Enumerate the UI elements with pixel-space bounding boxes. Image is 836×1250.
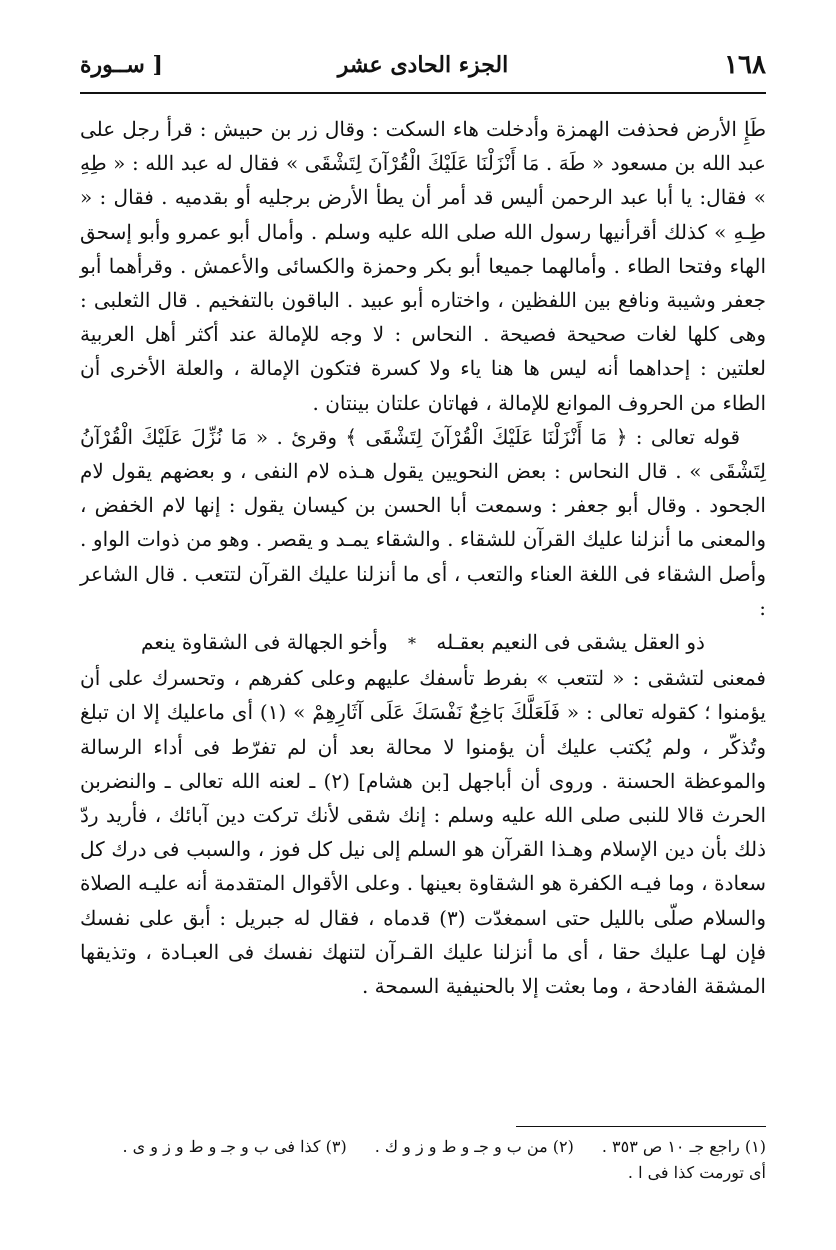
- paragraph-1: طَإِ الأرض فحذفت الهمزة وأدخلت هاء السكت : وقال زر بن حبيش : قرأ رجل على عبد الله بن مسعود « طَهَ . مَا أَنْزَلْنَا عَلَيْكَ الْقُرْآنَ لِتَشْقَى » فقال له عبد الله : « طِهِ » فقال: يا أبا عبد الرحمن أليس قد أمر أن يطأ الأرض برجليه أو بقدميه . فقال : « طِـهِ » كذلك أقرأنيها رسول الله صلى الله عليه وسلم . وأمال أبو عمرو وأبو إسحق الهاء وفتحا الطاء . وأمالهما جميعا أبو بكر وحمزة والكسائى والأعمش . وقرأهما أبو جعفر وشيبة ونافع بين اللفظين ، واختاره أبو عبيد . الباقون بالتفخيم . قال الثعلبى : وهى كلها لغات صحيحة فصيحة . النحاس : لا وجه للإمالة عند أكثر أهل العربية لعلتين : إحداهما أنه ليس ها هنا ياء ولا كسرة فتكون الإمالة ، والعلة الأخرى أن الطاء من الحروف الموانع للإمالة ، فهاتان علتان بينتان .: [80, 117, 766, 415]
- header-rule: [80, 92, 766, 94]
- running-title: الجزء الحادى عشر: [337, 52, 509, 78]
- verse-separator: *: [408, 634, 417, 654]
- footnote-rule: [516, 1126, 766, 1127]
- footnote-row: [80, 1134, 766, 1160]
- page-number: ١٦٨: [724, 50, 766, 80]
- footnotes: [80, 1134, 766, 1186]
- page-header: [80, 48, 766, 88]
- verse-second-hemistich: وأخو الجهالة فى الشقاوة ينعم: [141, 630, 388, 655]
- footnote-2: (٢) من ب و جـ و ط و ز و ك .: [374, 1137, 574, 1156]
- surah-label: [ ســورة: [80, 52, 163, 78]
- paragraph-2: قوله تعالى : ﴿ مَا أَنْزَلْنَا عَلَيْكَ الْقُرْآنَ لِتَشْقَى ﴾ وقرئ . « مَا نُزِّلَ عَلَيْكَ الْقُرْآنُ لِتَشْقَى » . قال النحاس : بعض النحويين يقول هـذه لام النفى ، و بعضهم يقول لام الجحود . وقال أبو جعفر : وسمعت أبا الحسن بن كيسان يقول : إنها لام الخفض ، والمعنى ما أنزلنا عليك القرآن للشقاء . والشقاء يمـد و يقصر . وهو من ذوات الواو . وأصل الشقاء فى اللغة العناء والتعب ، أى ما أنزلنا عليك القرآن لتتعب . قال الشاعر :: [80, 424, 766, 620]
- footnote-1: (١) راجع جـ ١٠ ص ٣٥٣ .: [601, 1137, 766, 1156]
- verse-first-hemistich: ذو العقل يشقى فى النعيم بعقـله: [436, 630, 705, 655]
- footnote-3: (٣) كذا فى ب و جـ و ط و ز و ى .: [122, 1137, 347, 1156]
- paragraph-3: فمعنى لتشقى : « لتتعب » بفرط تأسفك عليهم وعلى كفرهم ، وتحسرك على أن يؤمنوا ؛ كقوله تعالى : « فَلَعَلَّكَ بَاخِعٌ نَفْسَكَ عَلَى آثَارِهِمْ » (١) أى ماعليك إلا ان تبلغ وتُذكّر ، ولم يُكتب عليك أن يؤمنوا لا محالة بعد أن لم تفرّط فى أداء الرسالة والموعظة الحسنة . وروى أن أباجهل [بن هشام] (٢) ـ لعنه الله تعالى ـ والنضربن الحرث قالا للنبى صلى الله عليه وسلم : إنك شقى لأنك تركت دين آبائك ، فأريد ردّ ذلك بأن دين الإسلام وهـذا القرآن هو السلم إلى نيل كل فوز ، والسبب فى درك كل سعادة ، وما فيـه الكفرة هو الشقاوة بعينها . وعلى الأقوال المتقدمة أنه عليـه الصلاة والسلام صلّى بالليل حتى اسمغدّت (٣) قدماه ، فقال له جبريل : أبق على نفسك فإن لهـا عليك حقا ، أى ما أنزلنا عليك القـرآن لتنهك نفسك فى العبـادة ، وتذيقها المشقة الفادحة ، وما بعثت إلا بالحنيفية السمحة .: [80, 666, 766, 999]
- main-text: [80, 112, 766, 1003]
- poetry-verse: [80, 625, 766, 661]
- footnote-3-continuation: أى تورمت كذا فى ا .: [627, 1163, 766, 1182]
